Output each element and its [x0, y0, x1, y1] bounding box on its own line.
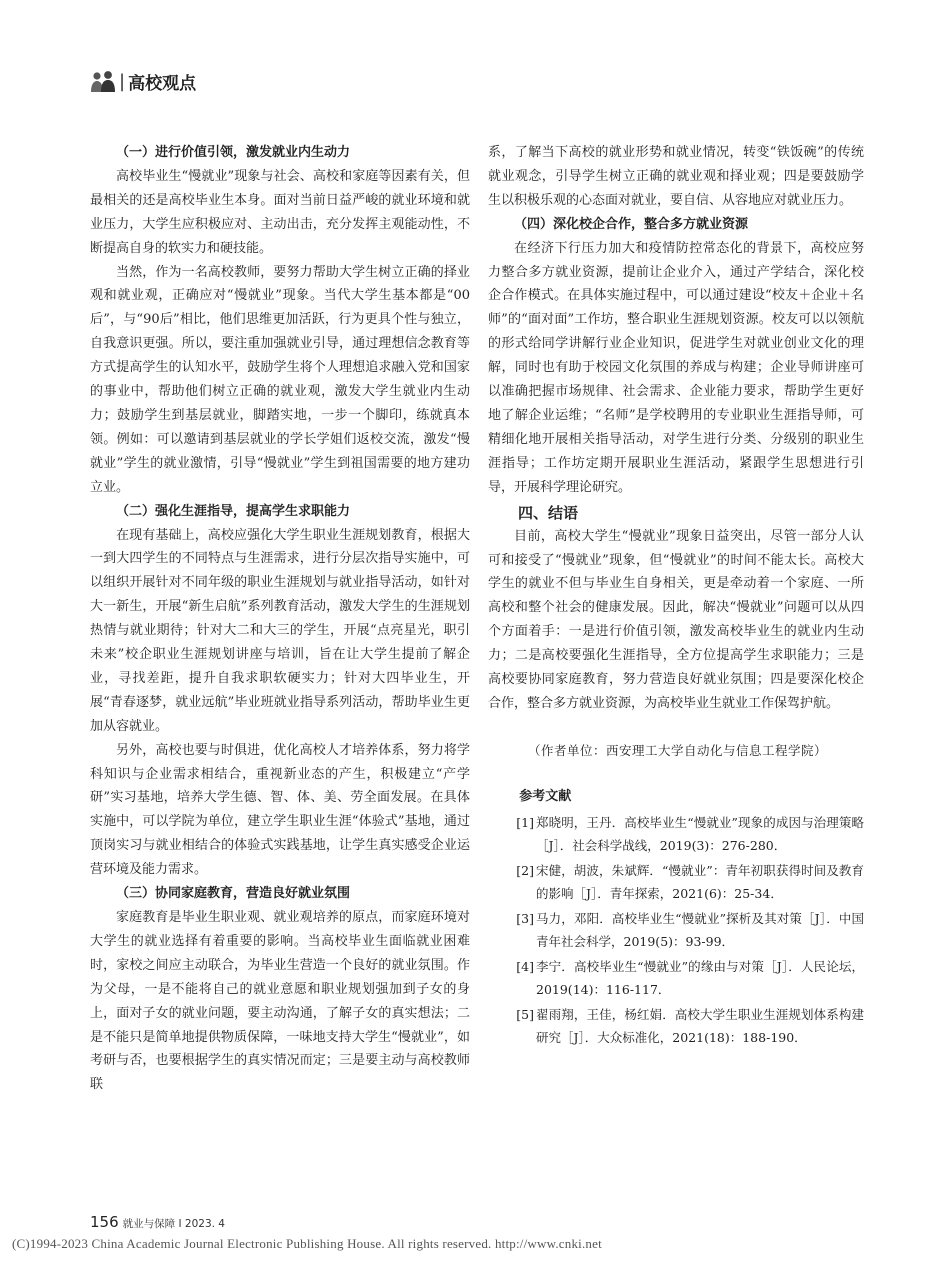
paragraph: 当然，作为一名高校教师，要努力帮助大学生树立正确的择业观和就业观，正确应对“慢就业”现象。当代大学生基本都是“00后”，与“90后”相比，他们思维更加活跃，行为更具个性与独立，自我意识更强。所以，要注重加强就业引导，通过理想信念教育等方式提高学生的认知水平，鼓励学生将个人理想追求融入党和国家的事业中，帮助他们树立正确的就业观，激发大学生就业内生动力；鼓励学生到基层就业，脚踏实地，一步一个脚印，练就真本领。例如：可以邀请到基层就业的学长学姐们返校交流，激发“慢就业”学生的就业激情，引导“慢就业”学生到祖国需要的地方建功立业。 — [90, 264, 470, 495]
reference-number: [1] — [516, 814, 534, 830]
journal-issue: 就业与保障 I 2023. 4 — [122, 1218, 225, 1230]
author-affiliation: （作者单位：西安理工大学自动化与信息工程学院） — [528, 742, 828, 758]
subsection-title-1: （一）进行价值引领，激发就业内生动力 — [116, 145, 351, 160]
paragraph: 在经济下行压力加大和疫情防控常态化的背景下，高校应努力整合多方就业资源，提前让企业介入，通过产学结合，深化校企合作模式。在具体实施过程中，可以通过建设“校友＋企业＋名师”的“面对面”工作坊，整合职业生涯规划资源。校友可以以领航的形式给同学讲解行业企业知识，促进学生对就业创业文化的理解，同时也有助于校园文化氛围的养成与构建；企业导师讲座可以准确把握市场规律、社会需求、企业能力要求，帮助学生更好地了解企业运维；“名师”是学校聘用的专业职业生涯指导师，可精细化地开展相关指导活动，对学生进行分类、分级别的职业生涯指导；工作坊定期开展职业生涯活动，紧跟学生思想进行引导，开展科学理论研究。 — [488, 240, 864, 495]
reference-text: 翟雨翔，王佳，杨红娟．高校大学生职业生涯规划体系构建研究［J］．大众标准化，2021(18)：188-190． — [536, 1006, 864, 1045]
section-label: 高校观点 — [128, 73, 197, 94]
reference-item — [488, 1003, 864, 1049]
page-footer — [90, 1213, 225, 1231]
right-column — [488, 141, 864, 1051]
left-column — [90, 141, 470, 1097]
paragraph: 另外，高校也要与时俱进，优化高校人才培养体系，努力将学科知识与企业需求相结合，重视新业态的产生，积极建立“产学研”实习基地，培养大学生德、智、体、美、劳全面发展。在具体实施中，可以学院为单位，建立学生职业生涯“体验式”基地，通过顶岗实习与就业相结合的体验式实践基地，让学生真实感受企业运营环境及能力需求。 — [90, 742, 470, 878]
reference-text: 宋健，胡波，朱斌辉．“慢就业”：青年初职获得时间及教育的影响［J］．青年探索，2021(6)：25-34． — [536, 862, 864, 901]
reference-text: 李宁．高校毕业生“慢就业”的缘由与对策［J］．人民论坛，2019(14)：116-117． — [536, 958, 864, 997]
paragraph: 家庭教育是毕业生职业观、就业观培养的原点，而家庭环境对大学生的就业选择有着重要的影响。当高校毕业生面临就业困难时，家校之间应主动联合，为毕业生营造一个良好的就业氛围。作为父母，一是不能将自己的就业意愿和职业规划强加到子女的身上，面对子女的就业问题，要主动沟通，了解子女的真实想法；二是不能只是简单地提供物质保障，一味地支持大学生“慢就业”，如考研与否，也要根据学生的真实情况而定；三是要主动与高校教师联 — [90, 910, 470, 1093]
subsection-title-4: （四）深化校企合作，整合多方就业资源 — [514, 216, 749, 232]
copyright-notice: (C)1994-2023 China Academic Journal Electronic Publishing House. All rights reserved. http://www.cnki.net — [12, 1236, 602, 1251]
paragraph: 高校毕业生“慢就业”现象与社会、高校和家庭等因素有关，但最相关的还是高校毕业生本身。面对当前日益严峻的就业环境和就业压力，大学生应积极应对、主动出击，充分发挥主观能动性，不断提高自身的软实力和硬技能。 — [90, 168, 470, 256]
reference-number: [2] — [516, 862, 534, 878]
reference-text: 马力，邓阳．高校毕业生“慢就业”探析及其对策［J］．中国青年社会科学，2019(5)：93-99． — [536, 910, 864, 949]
paragraph-continued: 系，了解当下高校的就业形势和就业情况，转变“铁饭碗”的传统就业观念，引导学生树立正确的就业观和择业观；四是要鼓励学生以积极乐观的心态面对就业，要自信、从容地应对就业压力。 — [488, 145, 864, 208]
reference-text: 郑晓明，王丹．高校毕业生“慢就业”现象的成因与治理策略［J］．社会科学战线，2019(3)：276-280． — [536, 814, 864, 853]
people-group-icon — [90, 69, 116, 93]
reference-number: [4] — [516, 958, 534, 974]
reference-number: [3] — [516, 910, 534, 926]
reference-item — [488, 907, 864, 953]
subsection-title-2: （二）强化生涯指导，提高学生求职能力 — [116, 503, 351, 519]
reference-item — [488, 859, 864, 905]
paragraph: 目前，高校大学生“慢就业”现象日益突出，尽管一部分人认可和接受了“慢就业”现象，但“慢就业”的时间不能太长。高校大学生的就业不但与毕业生自身相关，更是牵动着一个家庭、一所高校和整个社会的健康发展。因此，解决“慢就业”问题可以从四个方面着手：一是进行价值引领，激发高校毕业生的就业内生动力；二是高校要强化生涯指导，全方位提高学生求职能力；三是高校要协同家庭教育，努力营造良好就业氛围；四是要深化校企合作，整合多方就业资源，为高校毕业生就业工作保驾护航。 — [488, 528, 864, 711]
reference-item — [488, 955, 864, 1001]
header-divider: | — [119, 70, 126, 92]
reference-number: [5] — [516, 1006, 534, 1022]
reference-list — [488, 811, 864, 1049]
reference-item — [488, 811, 864, 857]
conclusion-heading: 四、结语 — [518, 503, 579, 522]
references-heading: 参考文献 — [519, 788, 572, 804]
running-header — [90, 64, 196, 98]
paragraph: 在现有基础上，高校应强化大学生职业生涯规划教育，根据大一到大四学生的不同特点与生涯需求，进行分层次指导实施中，可以组织开展针对不同年级的职业生涯规划与就业指导活动，如针对大一新生，开展“新生启航”系列教育活动，激发大学生的生涯规划热情与就业期待；针对大二和大三的学生，开展“点亮星光，职引未来”校企职业生涯规划讲座与培训，旨在让大学生提前了解企业，寻找差距，提升自我求职软硬实力；针对大四毕业生，开展“青春逐梦，就业远航”毕业班就业指导系列活动，帮助毕业生更加从容就业。 — [90, 527, 470, 734]
page-number: 156 — [90, 1213, 119, 1231]
subsection-title-3: （三）协同家庭教育，营造良好就业氛围 — [116, 886, 351, 902]
